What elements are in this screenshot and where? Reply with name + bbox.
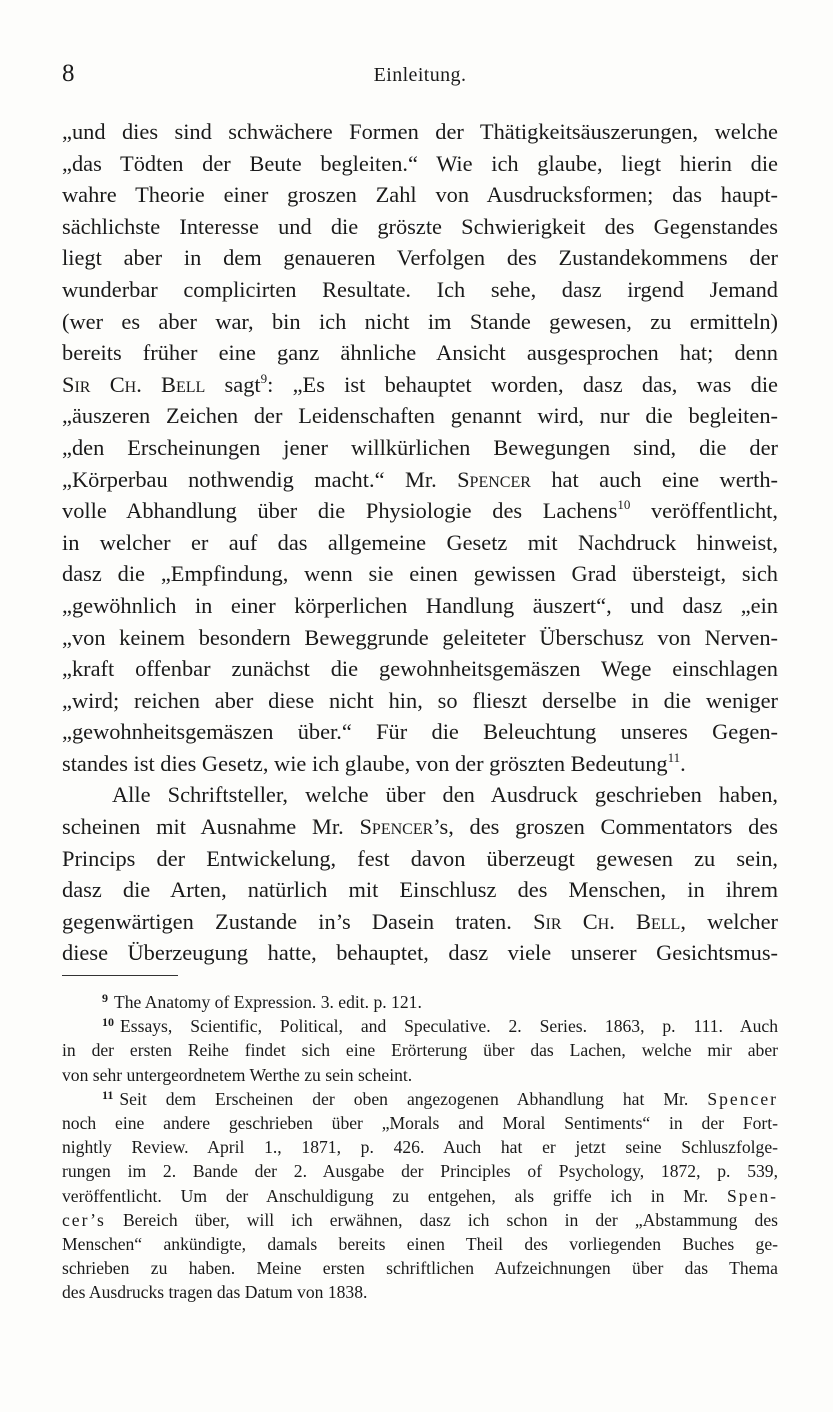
text-line: „von keinem besondern Beweggrunde geleiteter Überschusz von Nerven- [62, 624, 778, 650]
footnote-line: in der ersten Reihe findet sich eine Erörterung über das Lachen, welche mir aber [62, 1040, 778, 1061]
footnote-text: Essays, Scientific, Political, and Speculative. 2. Series. 1863, p. 111. Auch [120, 1016, 778, 1037]
text-span: . [680, 750, 686, 776]
footnote-line: nightly Review. April 1., 1871, p. 426. Auch hat er jetzt seine Schluszfolge- [62, 1137, 778, 1158]
text-line [62, 748, 778, 780]
text-line: Alle Schriftsteller, welche über den Ausdruck geschrieben haben, [112, 782, 778, 808]
page-header [62, 60, 778, 94]
footnote-10 [62, 1014, 778, 1038]
footnote-number: 10 [102, 1015, 114, 1030]
text-span: sagt [205, 371, 261, 397]
text-line [62, 811, 778, 843]
text-span: ’s, des groszen Commentators des [433, 814, 778, 840]
text-line: „den Erscheinungen jener willkürlichen Bewegungen sind, die der [62, 434, 778, 460]
footnote-line: von sehr untergeordnetem Werthe zu sein scheint. [62, 1064, 413, 1085]
author-name: Spencer [457, 466, 531, 492]
text-span: hat auch eine werth- [530, 466, 778, 492]
author-name: Spencer [359, 814, 434, 840]
footnote-ref: 9 [260, 370, 268, 386]
text-span: veröffentlicht, [630, 498, 778, 524]
text-span: , welcher [680, 908, 779, 934]
author-name: cer’s [62, 1209, 106, 1230]
footnote-line: noch eine andere geschrieben über „Morals and Moral Sentiments“ in der Fort- [62, 1112, 778, 1133]
text-line: bereits früher eine ganz ähnliche Ansicht ausgesprochen hat; denn [62, 340, 778, 366]
author-name: Sir Ch. Bell [62, 371, 206, 397]
footnote-text: The Anatomy of Expression. 3. edit. p. 121. [114, 992, 422, 1012]
text-line: wahre Theorie einer groszen Zahl von Ausdrucksformen; das haupt- [62, 182, 778, 208]
footnote-text: Seit dem Erscheinen der oben angezogenen Abhandlung hat Mr. [119, 1088, 708, 1109]
author-name: Spencer [707, 1088, 778, 1109]
text-span: standes ist dies Gesetz, wie ich glaube, von der gröszten Bedeutung [62, 750, 668, 776]
text-span: : „Es ist behauptet worden, dasz das, was die [267, 371, 778, 397]
footnote-text: veröffentlicht. Um der Anschuldigung zu entgehen, als griffe ich in Mr. [62, 1185, 727, 1206]
running-head: Einleitung. [373, 64, 467, 86]
footnote-line: schrieben zu haben. Meine ersten schriftlichen Aufzeichnungen über das Thema [62, 1258, 778, 1279]
footnote-line [62, 1184, 778, 1208]
text-line: „kraft offenbar zunächst die gewohnheitsgemäszen Wege einschlagen [62, 656, 778, 682]
footnote-11 [62, 1087, 778, 1111]
text-span: volle Abhandlung über die Physiologie des Lachens [62, 498, 618, 524]
text-line: „gewohnheitsgemäszen über.“ Für die Beleuchtung unseres Gegen- [62, 719, 778, 745]
text-line: „und dies sind schwächere Formen der Thätigkeitsäuszerungen, welche [62, 119, 778, 144]
footnote-number: 9 [102, 991, 108, 1005]
footnote-ref: 10 [617, 497, 631, 513]
text-line: wunderbar complicirten Resultate. Ich sehe, dasz irgend Jemand [62, 276, 778, 302]
footnote-separator [62, 975, 178, 976]
text-span: gegenwärtigen Zustande in’s Dasein traten. [62, 908, 534, 934]
main-text [62, 116, 778, 969]
text-span: „Körperbau nothwendig macht.“ Mr. [62, 466, 458, 492]
page-number: 8 [62, 60, 75, 87]
footnotes [62, 990, 778, 1304]
footnote-ref: 11 [667, 749, 681, 765]
footnote-line: Menschen“ ankündigte, damals bereits einen Theil des vorliegenden Buches ge- [62, 1233, 778, 1254]
text-line [62, 495, 778, 527]
footnote-number: 11 [102, 1087, 114, 1102]
text-line: „wird; reichen aber diese nicht hin, so flieszt derselbe in die weniger [62, 687, 778, 713]
text-line: (wer es aber war, bin ich nicht im Stande gewesen, zu ermitteln) [62, 308, 778, 334]
footnote-text: Bereich über, will ich erwähnen, dasz ich schon in der „Abstammung des [105, 1209, 778, 1230]
text-line: dasz die „Empfindung, wenn sie einen gewissen Grad übersteigt, sich [62, 561, 778, 587]
footnote-9 [62, 990, 778, 1014]
text-line [62, 369, 778, 401]
text-line: dasz die Arten, natürlich mit Einschlusz des Menschen, in ihrem [62, 877, 778, 903]
text-line: diese Überzeugung hatte, behauptet, dasz viele unserer Gesichtsmus- [62, 940, 778, 966]
text-line: „äuszeren Zeichen der Leidenschaften genannt wird, nur die begleiten- [62, 403, 778, 429]
author-name: Spen- [726, 1185, 778, 1206]
author-name: Sir Ch. Bell [533, 908, 681, 934]
footnote-line [62, 1208, 778, 1232]
text-span: scheinen mit Ausnahme Mr. [62, 814, 360, 840]
text-line: Princips der Entwickelung, fest davon überzeugt gewesen zu sein, [62, 845, 778, 871]
text-line [62, 464, 778, 496]
text-line: „das Tödten der Beute begleiten.“ Wie ich glaube, liegt hierin die [62, 150, 778, 176]
text-line: „gewöhnlich in einer körperlichen Handlung äuszert“, und dasz „ein [62, 592, 778, 618]
text-line: sächlichste Interesse und die gröszte Schwierigkeit des Gegenstandes [62, 213, 778, 239]
footnote-line: des Ausdrucks tragen das Datum von 1838. [62, 1282, 368, 1303]
text-line: in welcher er auf das allgemeine Gesetz mit Nachdruck hinweist, [62, 529, 778, 555]
text-line: liegt aber in dem genaueren Verfolgen des Zustandekommens der [62, 245, 778, 271]
text-line [62, 906, 778, 938]
footnote-line: rungen im 2. Bande der 2. Ausgabe der Principles of Psychology, 1872, p. 539, [62, 1161, 778, 1182]
